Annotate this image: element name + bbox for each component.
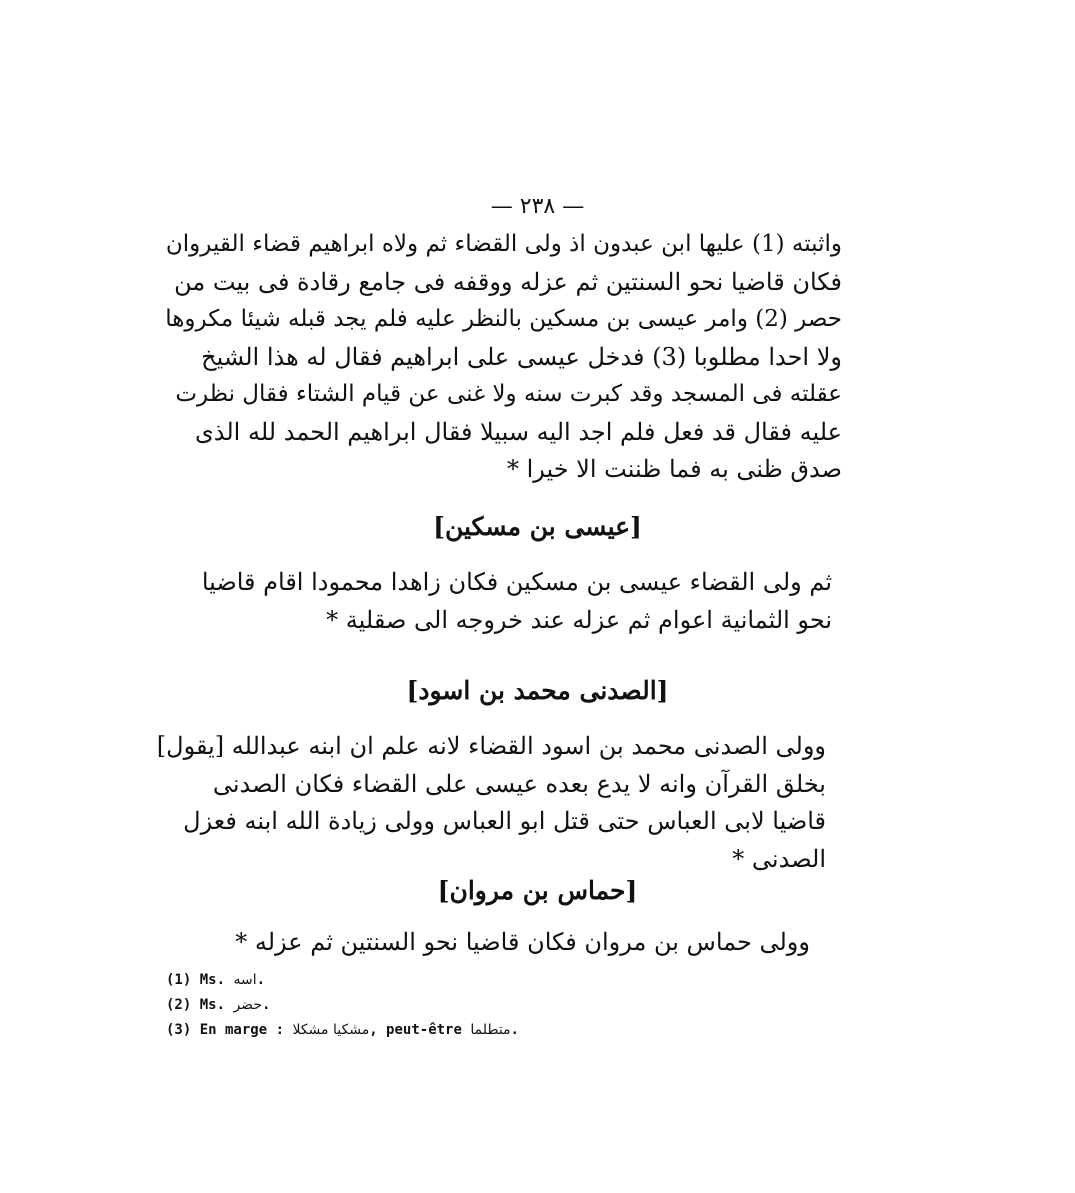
section-heading-hammas: [حماس بن مروان]: [437, 876, 638, 905]
text-line: ولا احدا مطلوبا (3) فدخل عيسى على ابراهيم فقال له هذا الشيخ: [201, 342, 842, 371]
paragraph-3: [146, 728, 826, 878]
text-line: عليه فقال قد فعل فلم اجد اليه سبيلا فقال ابراهيم الحمد لله الذى: [194, 417, 842, 446]
footnote-1: [166, 968, 866, 993]
text-line: بخلق القرآن وانه لا يدع بعده عيسى على القضاء فكان الصدنى: [212, 769, 826, 798]
text-line: واثبته (1) عليها ابن عبدون اذ ولى القضاء ثم ولاه ابراهيم قضاء القيروان: [165, 231, 842, 257]
footnote-label: (1) Ms.: [166, 972, 226, 988]
footnote-arabic: اسه: [233, 972, 257, 988]
footnote-arabic: مشكيا مشكلا: [292, 1022, 370, 1038]
footnote-arabic: حضر: [233, 997, 262, 1013]
section-heading-sudni: [الصدنى محمد بن اسود]: [406, 676, 669, 705]
section-heading-isa-ibn-miskin: [عيسى بن مسكين]: [433, 512, 642, 541]
text-line: وولى الصدنى محمد بن اسود القضاء لانه علم ان ابنه عبدالله [يقول]: [156, 732, 826, 760]
text-line: الصدنى *: [732, 844, 826, 873]
paragraph-1: [162, 226, 842, 489]
footnote-suffix: , peut-être: [369, 1022, 462, 1038]
text-line: فكان قاضيا نحو السنتين ثم عزله ووقفه فى جامع رقادة فى بيت من: [174, 267, 842, 296]
footnote-suffix: .: [261, 997, 271, 1013]
footnotes: [166, 968, 866, 1043]
footnote-3: [166, 1018, 866, 1043]
text-line: عقلته فى المسجد وقد كبرت سنه ولا غنى عن قيام الشتاء فقال نظرت: [175, 381, 842, 407]
footnote-arabic-alt: متطلما: [470, 1022, 511, 1038]
paragraph-4: [150, 924, 810, 962]
text-line: ثم ولى القضاء عيسى بن مسكين فكان زاهدا محمودا اقام قاضيا: [201, 568, 832, 596]
paragraph-2: [152, 564, 832, 639]
text-line: نحو الثمانية اعوام ثم عزله عند خروجه الى صقلية *: [326, 605, 832, 634]
footnote-label: (2) Ms.: [166, 997, 226, 1013]
footnote-suffix: .: [510, 1022, 519, 1038]
page-number: — ٢٣٨ —: [490, 194, 585, 219]
text-line: حصر (2) وامر عيسى بن مسكين بالنظر عليه فلم يجد قبله شيئا مكروها: [165, 306, 842, 332]
footnote-suffix: .: [256, 972, 266, 988]
text-line: صدق ظنى به فما ظننت الا خيرا *: [506, 455, 842, 483]
text-line: وولى حماس بن مروان فكان قاضيا نحو السنتين ثم عزله *: [235, 928, 810, 956]
footnote-label: (3) En marge :: [166, 1022, 285, 1038]
text-line: قاضيا لابى العباس حتى قتل ابو العباس وولى زيادة الله ابنه فعزل: [183, 807, 826, 835]
footnote-2: [166, 993, 866, 1018]
